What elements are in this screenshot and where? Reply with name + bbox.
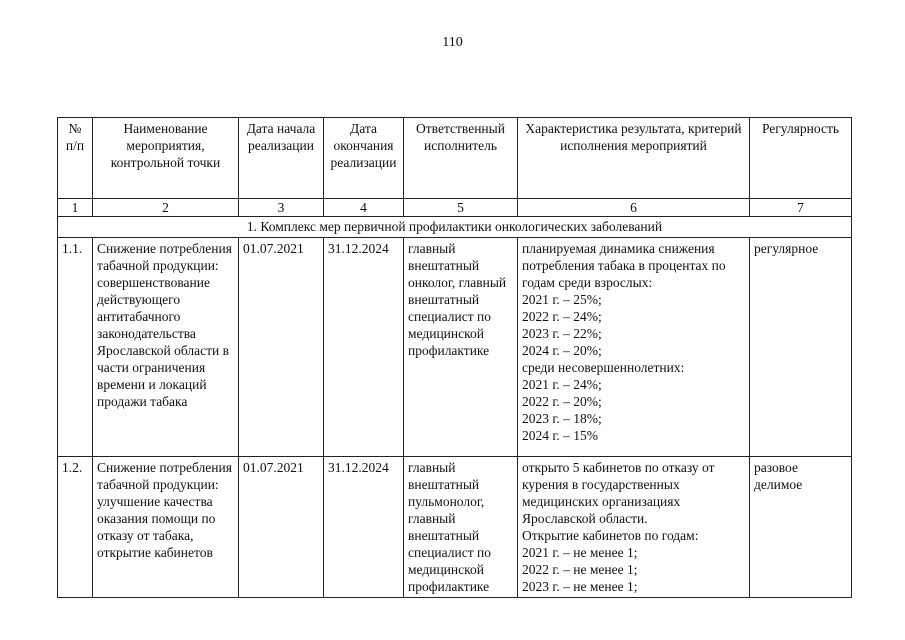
header-executor: Ответственный исполнитель [404,118,518,199]
result-line: 2021 г. – 25%; [522,292,602,307]
executor: главный внештатный онколог, главный внештатный специалист по медицинской профилактике [404,238,518,457]
page-number: 110 [442,35,463,50]
measure-name: Снижение потребления табачной продукции: улучшение качества оказания помощи по отказу от табака, открытие кабинетов [93,457,239,598]
column-number: 4 [324,199,404,217]
result-line: 2022 г. – 20%; [522,394,602,409]
header-regularity: Регулярность [750,118,852,199]
result-line: Открытие кабинетов по годам: [522,528,699,543]
regularity: разовое делимое [750,457,852,598]
header-end-date: Дата окончания реализации [324,118,404,199]
regularity: регулярное [750,238,852,457]
column-number: 7 [750,199,852,217]
result-line: 2022 г. – не менее 1; [522,562,638,577]
measures-table [57,117,852,598]
start-date: 01.07.2021 [239,238,324,457]
header-name: Наименование мероприятия, контрольной точки [93,118,239,199]
column-number: 2 [93,199,239,217]
result-line: 2021 г. – не менее 1; [522,545,638,560]
column-number-row [58,199,852,217]
table-row [58,457,852,598]
row-number: 1.1. [58,238,93,457]
result-line: среди несовершеннолетних: [522,360,685,375]
header-result: Характеристика результата, критерий исполнения мероприятий [518,118,750,199]
result-cell [518,238,750,457]
result-cell [518,457,750,598]
result-line: 2023 г. – 22%; [522,326,602,341]
header-start-date: Дата начала реализации [239,118,324,199]
header-row [58,118,852,199]
executor: главный внештатный пульмонолог, главный внештатный специалист по медицинской профилактике [404,457,518,598]
result-line: 2024 г. – 20%; [522,343,602,358]
end-date: 31.12.2024 [324,457,404,598]
result-line: 2023 г. – не менее 1; [522,579,638,594]
start-date: 01.07.2021 [239,457,324,598]
header-number: № п/п [58,118,93,199]
result-line: 2021 г. – 24%; [522,377,602,392]
measure-name: Снижение потребления табачной продукции: совершенствование действующего антитабачного законодательства Ярославской области в части ограничения времени и локаций продажи табака [93,238,239,457]
column-number: 6 [518,199,750,217]
column-number: 5 [404,199,518,217]
result-line: 2022 г. – 24%; [522,309,602,324]
column-number: 3 [239,199,324,217]
result-line: 2023 г. – 18%; [522,411,602,426]
result-line: 2024 г. – 15% [522,428,599,443]
result-line: открыто 5 кабинетов по отказу от курения в государственных медицинских организациях Ярославской области. [522,460,715,526]
row-number: 1.2. [58,457,93,598]
column-number: 1 [58,199,93,217]
end-date: 31.12.2024 [324,238,404,457]
result-line: планируемая динамика снижения потребления табака в процентах по годам среди взрослых: [522,241,726,290]
section-row [58,217,852,238]
section-title: 1. Комплекс мер первичной профилактики онкологических заболеваний [58,217,852,238]
table-row [58,238,852,457]
